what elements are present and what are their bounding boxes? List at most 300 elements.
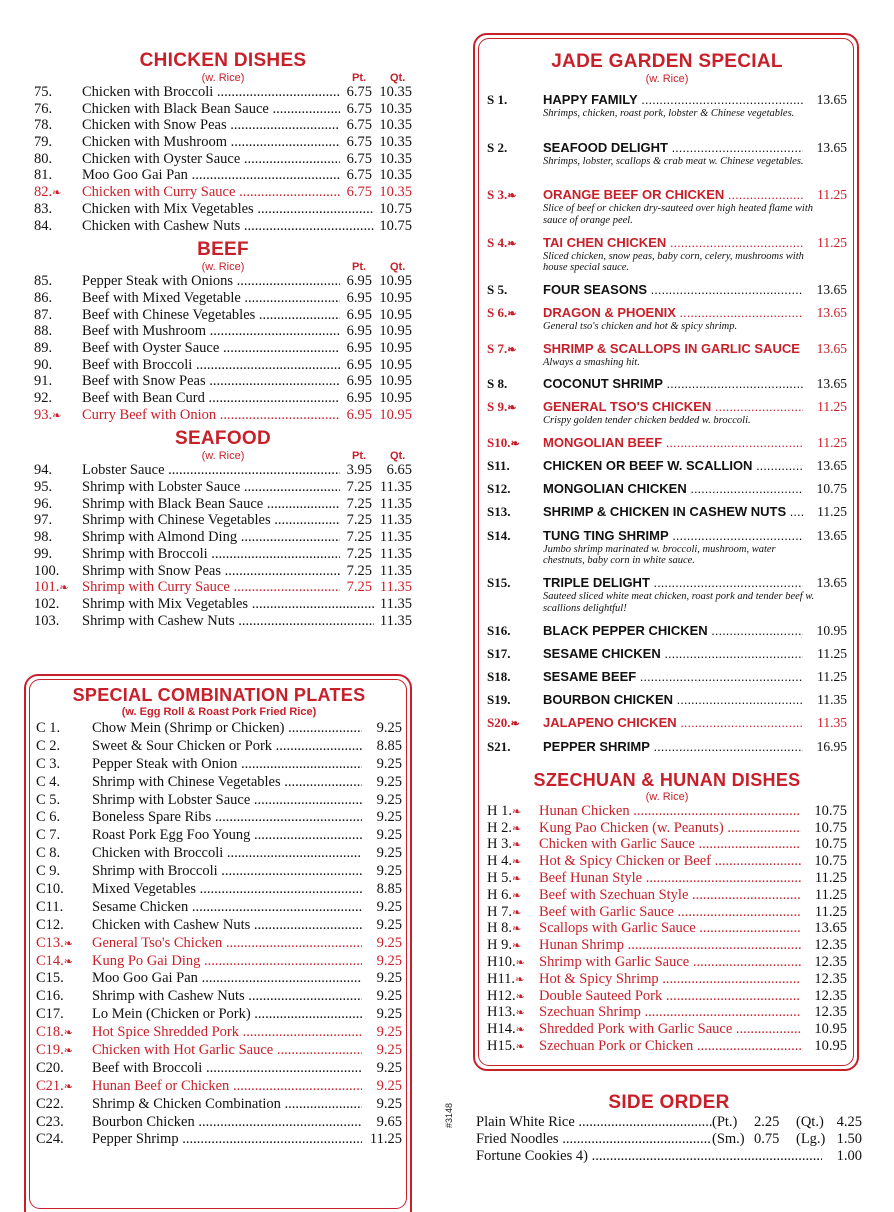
seafood-item — [34, 546, 412, 563]
item-name-text: Shrimp with Chinese Vegetables — [82, 512, 271, 529]
item-number-text: S 8. — [487, 376, 508, 392]
jade-subtitle: (w. Rice) — [645, 73, 689, 85]
item-name — [92, 988, 382, 1006]
item-name-text: Hot & Spicy Chicken or Beef — [539, 853, 711, 870]
item-number — [36, 1042, 92, 1061]
item-number-text: 96. — [34, 495, 53, 512]
item-number-text: H 1. — [487, 802, 512, 819]
item-name-text: Shrimp with Mix Vegetables — [82, 595, 249, 612]
item-number — [34, 218, 78, 235]
szechuan-item — [487, 988, 847, 1005]
chili-pepper-icon: ❧ — [515, 956, 525, 969]
item-name-text: Chicken with Broccoli — [92, 845, 224, 862]
item-number-text: C22. — [36, 1095, 64, 1112]
item-number-text: C 8. — [36, 845, 61, 862]
item-name-text: SESAME BEEF — [543, 669, 637, 684]
item-number — [34, 323, 78, 340]
szechuan-item — [487, 887, 847, 904]
special-item — [487, 232, 847, 280]
special-item — [487, 279, 847, 302]
item-name-text: Hot & Spicy Shrimp — [539, 970, 659, 987]
item-name-text: Szechuan Shrimp — [539, 1004, 641, 1021]
item-name — [543, 715, 803, 730]
item-number — [34, 340, 78, 357]
item-price: 13.65 — [816, 340, 847, 356]
combo-title: SPECIAL COMBINATION PLATES — [72, 685, 366, 705]
item-name-text: Sesame Chicken — [92, 898, 189, 915]
combo-list — [36, 720, 402, 1149]
seafood-item — [34, 613, 412, 630]
size-label: (Pt.) — [712, 1114, 738, 1130]
beef-item — [34, 340, 412, 357]
combo-item — [36, 845, 402, 863]
szechuan-item — [487, 870, 847, 887]
item-number-text: 99. — [34, 545, 53, 562]
combo-item — [36, 1006, 402, 1024]
item-name-text: Shrimp with Cashew Nuts — [82, 612, 235, 629]
pint-price: 6.75 — [340, 184, 372, 201]
quart-price: 10.95 — [374, 307, 412, 324]
chili-pepper-icon: ❧ — [507, 402, 517, 415]
quart-price: 10.75 — [374, 201, 412, 218]
item-name-text: Mixed Vegetables — [92, 881, 197, 898]
item-price: 9.25 — [362, 1096, 402, 1114]
item-number-text: C16. — [36, 988, 64, 1005]
chili-pepper-icon: ❧ — [515, 990, 525, 1003]
item-name-text: HAPPY FAMILY — [543, 92, 638, 107]
chili-pepper-icon: ❧ — [507, 343, 517, 356]
item-name — [92, 827, 382, 845]
item-number — [487, 140, 507, 156]
pint-price: 6.95 — [340, 373, 372, 390]
beef-item — [34, 323, 412, 340]
combo-subtitle: (w. Egg Roll & Roast Pork Fried Rice) — [121, 706, 317, 718]
item-name-text: CHICKEN OR BEEF W. SCALLION — [543, 458, 753, 474]
item-name-text: SHRIMP & CHICKEN IN CASHEW NUTS — [543, 504, 787, 520]
item-number — [34, 184, 78, 202]
item-price: 10.95 — [816, 622, 847, 638]
combo-item — [36, 881, 402, 899]
combo-item — [36, 738, 402, 756]
item-description: Always a smashing hit. — [543, 356, 640, 368]
item-number-text: 83. — [34, 200, 53, 217]
item-number-text: S18. — [487, 669, 511, 684]
item-number — [487, 481, 510, 497]
quart-price: 10.35 — [374, 151, 412, 168]
item-name — [543, 458, 803, 473]
item-number-text: C13. — [36, 934, 64, 951]
item-name — [82, 323, 340, 340]
item-price: 9.25 — [362, 1060, 402, 1078]
combo-item — [36, 809, 402, 827]
pint-price: 6.95 — [340, 307, 372, 324]
item-number — [34, 462, 78, 479]
item-number-text: 76. — [34, 100, 53, 117]
item-number-text: S12. — [487, 481, 511, 497]
item-name — [92, 1024, 382, 1042]
item-name — [543, 435, 803, 450]
szechuan-item — [487, 836, 847, 853]
pint-price: 6.95 — [340, 407, 372, 424]
item-number — [487, 341, 516, 357]
item-number-text: 84. — [34, 217, 53, 234]
item-name — [92, 774, 382, 792]
item-name — [543, 669, 803, 684]
item-name — [476, 1148, 822, 1165]
chicken-item — [34, 134, 412, 151]
item-number — [487, 870, 539, 888]
item-number-text: H13. — [487, 1004, 516, 1021]
beef-list — [34, 273, 412, 423]
item-number-text: C24. — [36, 1131, 64, 1148]
chili-pepper-icon: ❧ — [511, 805, 522, 818]
item-name — [539, 853, 801, 870]
item-name-text: Moo Goo Gai Pan — [92, 970, 198, 987]
special-item — [487, 373, 847, 396]
combo-item — [36, 899, 402, 917]
item-number-text: 98. — [34, 529, 53, 546]
item-number-text: H10. — [487, 953, 516, 970]
item-price: 9.65 — [362, 1114, 402, 1132]
item-number-text: C 3. — [36, 755, 61, 772]
item-name — [92, 917, 382, 935]
pint-price: 6.75 — [340, 134, 372, 151]
item-number-text: C14. — [36, 952, 64, 969]
item-price: 11.25 — [817, 399, 847, 415]
item-name-text: Shrimp with Snow Peas — [82, 562, 221, 579]
item-number-text: 95. — [34, 479, 53, 496]
beef-pt-header: Pt. — [352, 261, 367, 274]
item-name — [92, 738, 382, 756]
item-name-text: Pepper Steak with Onions — [82, 273, 234, 290]
seafood-item — [34, 563, 412, 580]
quart-price: 10.35 — [374, 84, 412, 101]
item-name-text: Beef with Garlic Sauce — [539, 903, 674, 920]
size-label: (Sm.) — [712, 1131, 745, 1147]
item-name — [543, 305, 803, 320]
item-name — [82, 563, 340, 580]
seafood-pt-header: Pt. — [352, 450, 367, 463]
item-number — [487, 988, 539, 1006]
pint-price: 6.95 — [340, 390, 372, 407]
item-number-text: C 9. — [36, 863, 61, 880]
item-name — [92, 881, 382, 899]
beef-item — [34, 290, 412, 307]
item-name-text: Hunan Chicken — [539, 802, 630, 819]
combo-item — [36, 1042, 402, 1060]
item-number-text: C18. — [36, 1024, 64, 1041]
item-name — [543, 341, 803, 356]
szechuan-item — [487, 904, 847, 921]
item-number-text: 90. — [34, 356, 53, 373]
item-number — [487, 954, 539, 972]
item-number — [487, 803, 539, 821]
item-number — [487, 504, 510, 520]
item-name — [82, 496, 340, 513]
quart-price: 11.35 — [374, 512, 412, 529]
szechuan-item — [487, 820, 847, 837]
szechuan-item — [487, 954, 847, 971]
item-number-text: H 8. — [487, 920, 512, 937]
item-price: 9.25 — [362, 720, 402, 738]
item-name-text: Chicken with Black Bean Sauce — [82, 100, 269, 117]
item-name-text: Chicken with Garlic Sauce — [539, 836, 695, 853]
special-item — [487, 396, 847, 432]
side-order-item — [476, 1131, 862, 1148]
jade-box — [473, 33, 859, 1071]
special-item — [487, 455, 847, 478]
chili-pepper-icon: ❧ — [511, 889, 522, 902]
item-price: 9.25 — [362, 845, 402, 863]
pint-price: 7.25 — [340, 579, 372, 596]
item-name-text: GENERAL TSO'S CHICKEN — [543, 399, 712, 415]
item-name — [82, 529, 340, 546]
item-name-text: BOURBON CHICKEN — [543, 692, 673, 708]
item-name-text: DRAGON & PHOENIX — [543, 305, 676, 321]
item-name — [92, 935, 382, 953]
item-number-text: C17. — [36, 1006, 64, 1023]
combo-item — [36, 863, 402, 881]
item-name-text: Chicken with Snow Peas — [82, 117, 227, 134]
item-name-text: Chicken with Oyster Sauce — [82, 150, 241, 167]
item-name — [543, 235, 803, 250]
item-name — [92, 792, 382, 810]
item-price: 11.25 — [817, 669, 847, 684]
chili-pepper-icon: ❧ — [507, 190, 517, 202]
item-name-text: Shrimp with Almond Ding — [82, 529, 238, 546]
seafood-item — [34, 529, 412, 546]
seafood-title: SEAFOOD — [174, 428, 272, 450]
item-price: 13.65 — [807, 920, 847, 937]
item-price: 12.35 — [807, 1004, 847, 1021]
item-number — [487, 971, 539, 989]
item-number-text: S 5. — [487, 282, 508, 297]
item-number — [36, 792, 92, 810]
chili-pepper-icon: ❧ — [515, 1024, 525, 1037]
side-order-item — [476, 1114, 862, 1131]
item-number-text: 100. — [34, 562, 60, 579]
item-number — [34, 357, 78, 374]
item-name-text: Shrimp with Garlic Sauce — [539, 953, 690, 970]
item-name — [92, 720, 382, 738]
item-name-text: Curry Beef with Onion — [82, 406, 217, 423]
pint-price: 6.95 — [340, 357, 372, 374]
side-order-section — [476, 1092, 862, 1165]
item-name-text: MONGOLIAN BEEF — [543, 434, 663, 450]
item-number-text: H11. — [487, 970, 516, 987]
item-price: 1.00 — [836, 1148, 862, 1164]
item-name-text: General Tso's Chicken — [92, 934, 223, 951]
item-name — [539, 904, 801, 921]
item-number — [36, 1006, 92, 1024]
chili-pepper-icon: ❧ — [63, 955, 74, 968]
item-number-text: S11. — [487, 458, 510, 474]
item-number-text: 97. — [34, 512, 53, 529]
combo-item — [36, 970, 402, 988]
item-number — [487, 282, 507, 298]
combo-item — [36, 827, 402, 845]
item-number — [36, 738, 92, 756]
beef-item — [34, 357, 412, 374]
item-name — [92, 1131, 382, 1149]
item-number-text: S 7. — [487, 340, 508, 356]
side-order-title: SIDE ORDER — [608, 1092, 730, 1113]
item-name — [82, 546, 340, 563]
combo-item — [36, 774, 402, 792]
item-name-text: TRIPLE DELIGHT — [543, 575, 650, 591]
item-price: 9.25 — [362, 935, 402, 953]
item-number-text: C21. — [36, 1077, 64, 1094]
chicken-item — [34, 184, 412, 201]
item-number-text: 89. — [34, 339, 53, 356]
special-item — [487, 525, 847, 573]
item-number — [34, 101, 78, 118]
pint-price: 7.25 — [340, 529, 372, 546]
item-name-text: BLACK PEPPER CHICKEN — [543, 622, 708, 638]
item-name-text: Kung Po Gai Ding — [92, 952, 201, 969]
item-price: 9.25 — [362, 988, 402, 1006]
item-name — [82, 117, 340, 134]
item-name — [82, 151, 340, 168]
pint-price: 6.75 — [340, 117, 372, 134]
seafood-qt-header: Qt. — [390, 450, 406, 463]
chicken-item — [34, 117, 412, 134]
special-item — [487, 736, 847, 759]
item-name-text: Chicken with Cashew Nuts — [82, 217, 241, 234]
item-name-text: Double Sauteed Pork — [539, 987, 663, 1004]
item-number-text: S20. — [487, 715, 511, 731]
item-number-text: H 4. — [487, 853, 512, 870]
item-number — [36, 827, 92, 845]
item-name-text: Shrimp with Broccoli — [82, 545, 208, 562]
item-price: 1.50 — [836, 1131, 862, 1147]
special-item — [487, 137, 847, 185]
item-number-text: H14. — [487, 1021, 516, 1038]
item-name — [92, 756, 382, 774]
quart-price: 10.35 — [374, 184, 412, 201]
item-number — [487, 235, 516, 251]
item-number-text: 86. — [34, 289, 53, 306]
combo-item — [36, 1114, 402, 1132]
quart-price: 10.95 — [374, 357, 412, 374]
item-number — [34, 307, 78, 324]
item-name — [82, 201, 378, 218]
quart-price: 11.35 — [374, 479, 412, 496]
item-number-text: H 3. — [487, 836, 512, 853]
item-name-text: Hunan Shrimp — [539, 937, 624, 954]
item-name — [92, 1060, 382, 1078]
item-name-text: Beef with Snow Peas — [82, 373, 206, 390]
chicken-item — [34, 101, 412, 118]
szechuan-item — [487, 937, 847, 954]
size-label: (Qt.) — [796, 1114, 824, 1130]
item-name-text: Beef with Chinese Vegetables — [82, 306, 256, 323]
item-description: Shrimps, lobster, scallops & crab meat w. Chinese vegetables. — [543, 155, 804, 167]
item-number-text: C20. — [36, 1059, 64, 1076]
item-name-text: Shrimp & Chicken Combination — [92, 1095, 281, 1112]
item-price: 9.25 — [362, 917, 402, 935]
item-price: 16.95 — [816, 738, 847, 754]
special-item — [487, 712, 847, 735]
item-price: 13.65 — [816, 139, 847, 155]
item-name-text: Shrimp with Chinese Vegetables — [92, 773, 281, 790]
item-price: 13.65 — [816, 575, 847, 591]
item-name — [92, 953, 382, 971]
item-number-text: H 6. — [487, 886, 512, 903]
quart-price: 11.35 — [374, 529, 412, 546]
chili-pepper-icon: ❧ — [510, 437, 520, 450]
item-name-text: SESAME CHICKEN — [543, 645, 661, 661]
item-price: 11.25 — [362, 1131, 402, 1149]
item-price: 9.25 — [362, 774, 402, 792]
item-number-text: 103. — [34, 612, 60, 629]
item-price: 10.75 — [807, 820, 847, 837]
pint-price: 6.95 — [340, 340, 372, 357]
szechuan-subtitle: (w. Rice) — [645, 790, 689, 803]
item-name-text: SHRIMP & SCALLOPS IN GARLIC SAUCE — [543, 340, 800, 356]
item-number — [487, 92, 507, 108]
chili-pepper-icon: ❧ — [511, 856, 522, 869]
item-number — [34, 613, 78, 630]
item-number-text: S17. — [487, 645, 511, 661]
chili-pepper-icon: ❧ — [511, 839, 522, 852]
item-name — [82, 84, 340, 101]
quart-price: 10.95 — [374, 407, 412, 424]
item-price: 10.75 — [816, 481, 847, 497]
seafood-item — [34, 512, 412, 529]
item-name-text: Shrimp with Broccoli — [92, 863, 218, 880]
item-description: Crispy golden tender chicken bedded w. broccoli. — [543, 415, 751, 427]
item-name — [539, 971, 801, 988]
chili-pepper-icon: ❧ — [511, 872, 522, 885]
item-number-text: C 6. — [36, 809, 61, 826]
item-number — [34, 546, 78, 563]
item-name — [476, 1114, 712, 1131]
item-number-text: S21. — [487, 738, 511, 754]
item-price: 11.25 — [817, 504, 847, 520]
item-name — [539, 920, 801, 937]
item-name — [539, 1038, 801, 1055]
jade-list — [487, 89, 847, 759]
pint-price: 6.95 — [340, 273, 372, 290]
item-name — [82, 596, 378, 613]
combo-item — [36, 1096, 402, 1114]
item-description: General tso's chicken and hot & spicy shrimp. — [543, 321, 738, 333]
item-name — [92, 1078, 382, 1096]
item-name — [82, 101, 340, 118]
beef-title: BEEF — [197, 239, 249, 261]
item-number-text: S 4. — [487, 234, 508, 250]
item-name — [82, 462, 340, 479]
combo-item — [36, 953, 402, 971]
item-number-text: H12. — [487, 987, 516, 1004]
item-name-text: Beef Hunan Style — [539, 869, 643, 886]
item-number-text: 75. — [34, 84, 53, 100]
item-number — [36, 1060, 92, 1078]
item-name — [82, 512, 340, 529]
szechuan-item — [487, 1004, 847, 1021]
item-name — [539, 1021, 801, 1038]
beef-item — [34, 273, 412, 290]
item-number — [487, 937, 539, 955]
special-item — [487, 89, 847, 137]
quart-price: 10.95 — [374, 323, 412, 340]
item-name-text: Shredded Pork with Garlic Sauce — [539, 1021, 733, 1038]
item-number-text: S13. — [487, 504, 511, 520]
item-number — [34, 563, 78, 580]
quart-price: 10.35 — [374, 134, 412, 151]
chili-pepper-icon: ❧ — [511, 906, 522, 919]
